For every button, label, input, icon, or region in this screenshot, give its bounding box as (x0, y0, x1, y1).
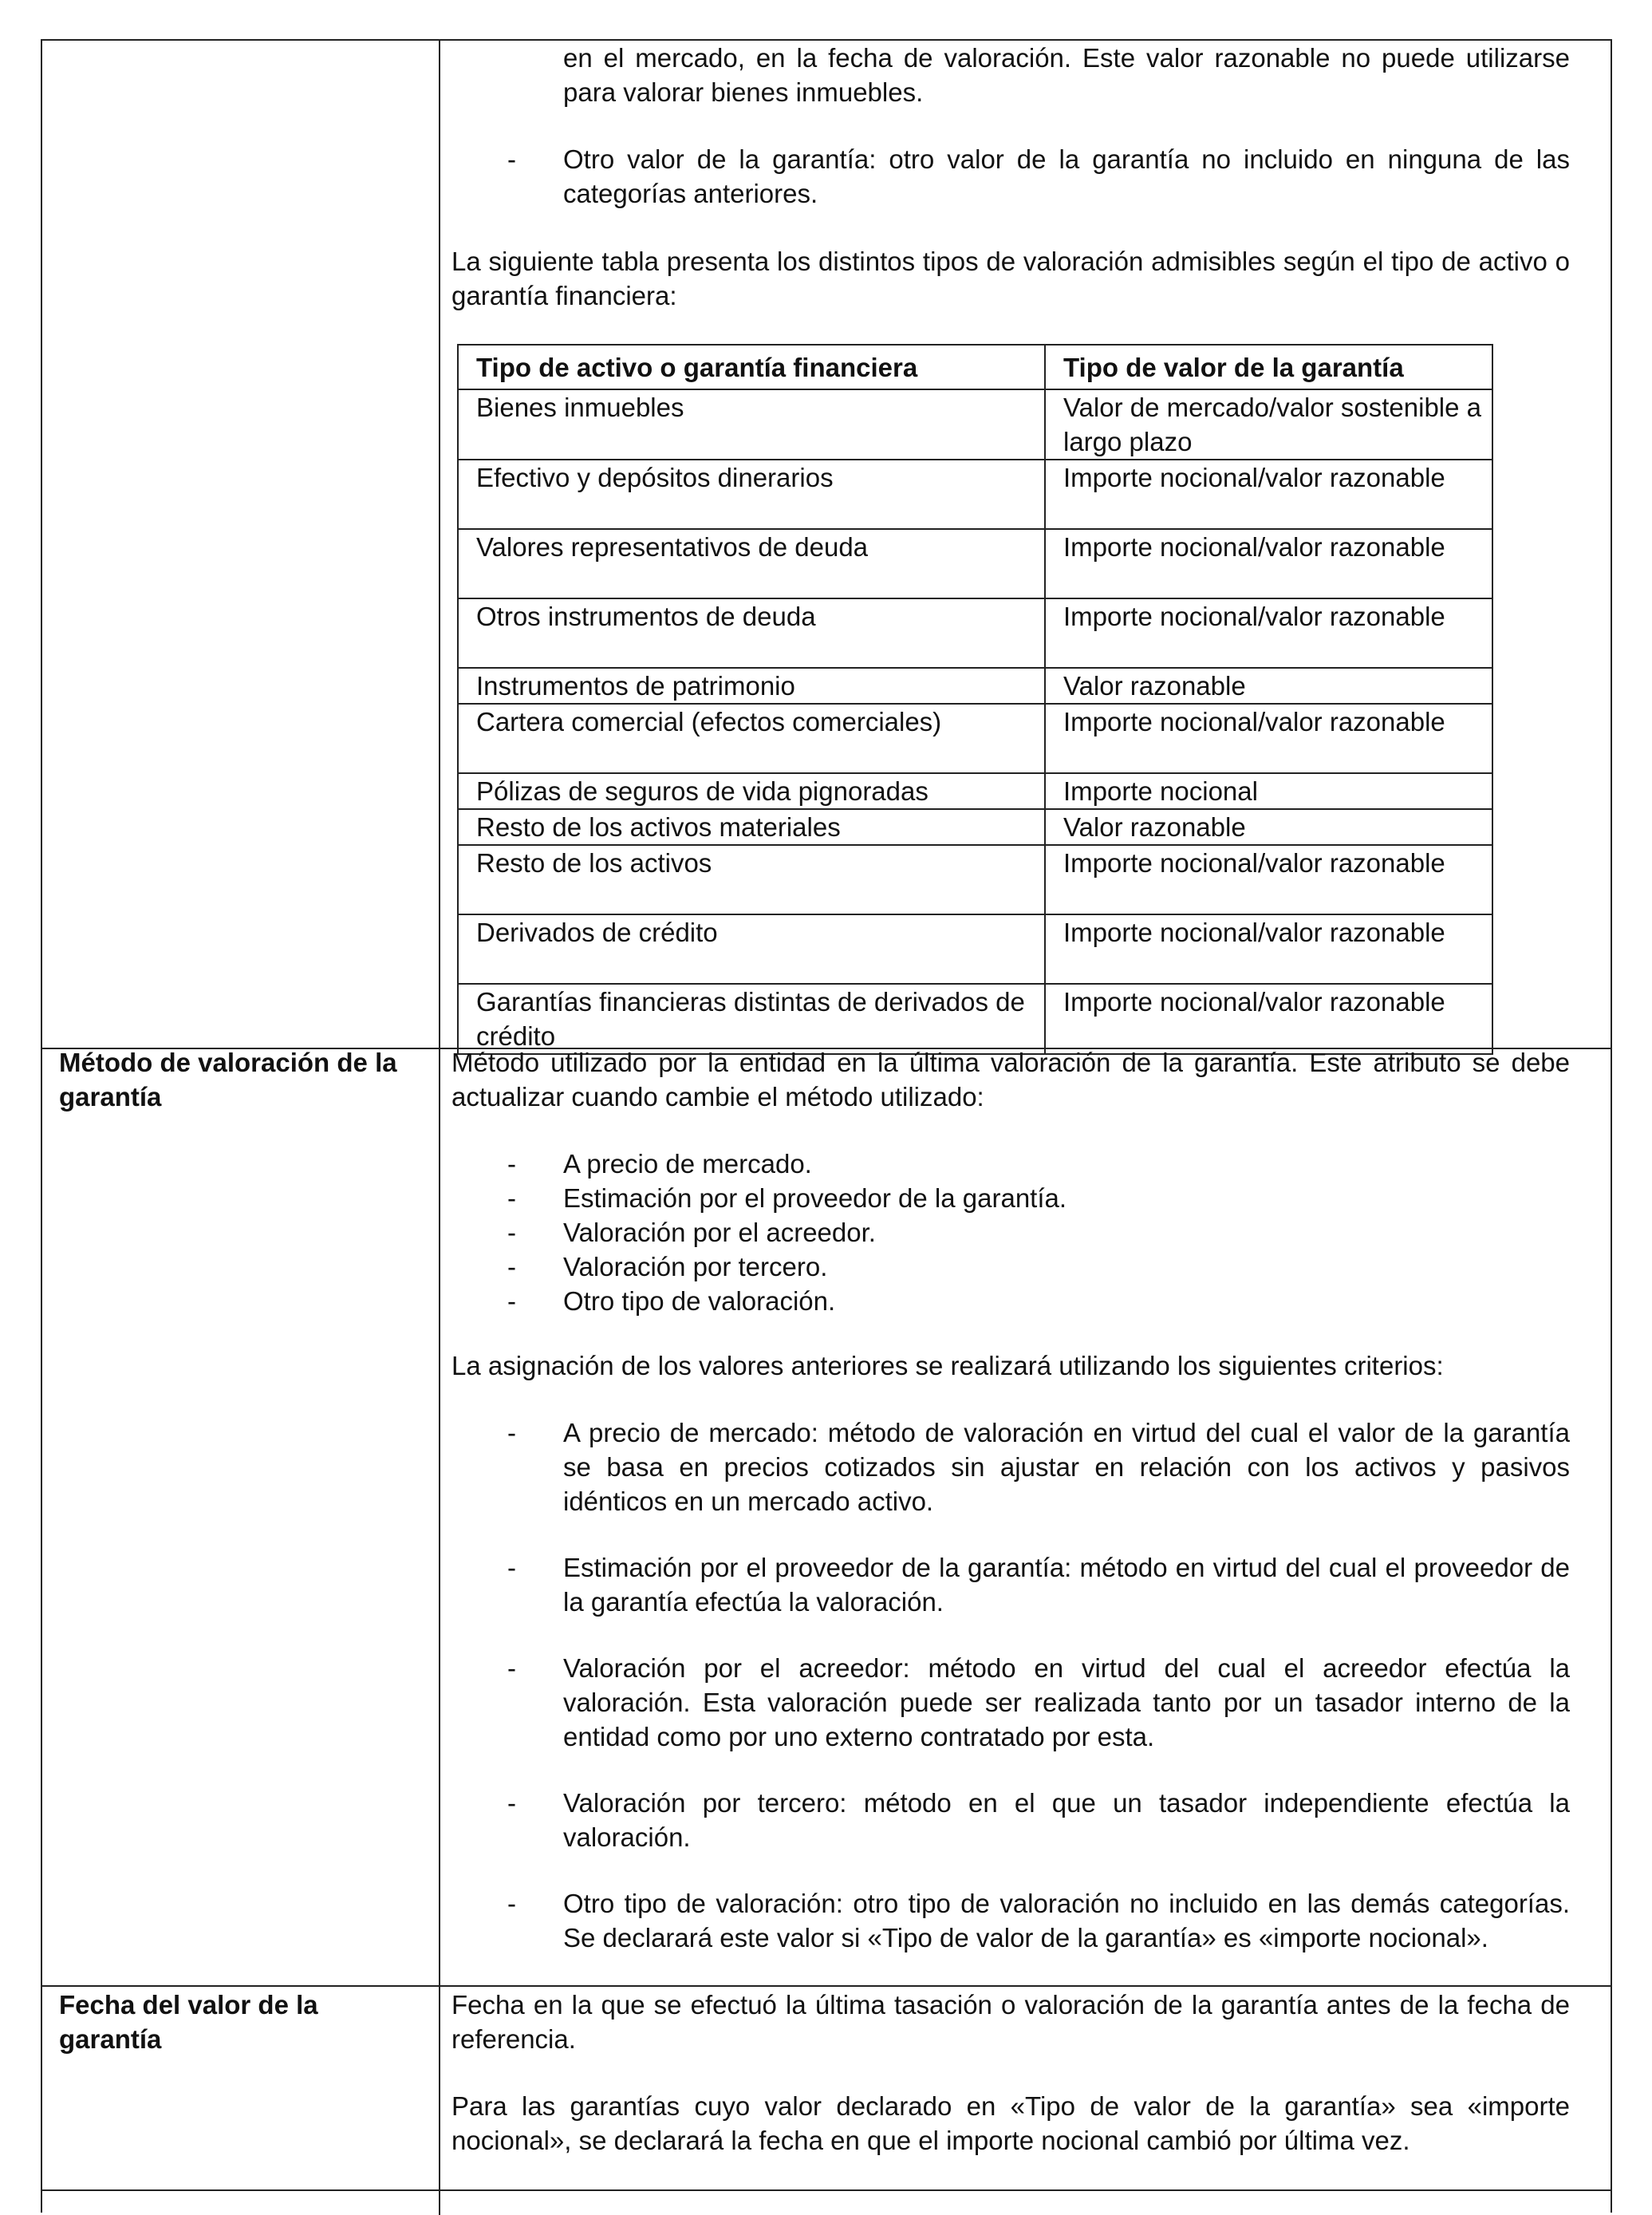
asset-cell: Instrumentos de patrimonio (458, 668, 1045, 704)
table-row (458, 704, 1492, 773)
fecha-paragraph-1: Fecha en la que se efectuó la última tasación o valoración de la garantía antes de la fecha de referencia. (451, 1990, 1570, 2054)
table-row (458, 809, 1492, 845)
other-value-bullet: Otro valor de la garantía: otro valor de la garantía no incluido en ninguna de las categorías anteriores. (563, 144, 1570, 208)
criteria-intro: La asignación de los valores anteriores se realizará utilizando los siguientes criterios: (451, 1351, 1444, 1380)
value-cell: Importe nocional/valor razonable (1045, 914, 1492, 984)
bullet-dash: - (507, 1286, 516, 1316)
asset-cell: Otros instrumentos de deuda (458, 598, 1045, 668)
asset-cell: Resto de los activos materiales (458, 809, 1045, 845)
option-label: Otro tipo de valoración. (563, 1286, 836, 1316)
criteria-item: A precio de mercado: método de valoración en virtud del cual el valor de la garantía se basa en precios cotizados sin ajustar en relación con los activos y pasivos idénticos en un mercado activo. (563, 1418, 1570, 1516)
asset-cell: Cartera comercial (efectos comerciales) (458, 704, 1045, 773)
table-row (458, 845, 1492, 914)
value-cell: Importe nocional/valor razonable (1045, 529, 1492, 598)
table-row (458, 668, 1492, 704)
valuation-types-table (457, 344, 1493, 1055)
value-cell: Valor razonable (1045, 668, 1492, 704)
fecha-label: Fecha del valor de la garantía (59, 1990, 318, 2054)
value-cell: Importe nocional/valor razonable (1045, 984, 1492, 1054)
bullet-dash: - (507, 1149, 516, 1179)
asset-cell: Derivados de crédito (458, 914, 1045, 984)
criteria-item: Valoración por el acreedor: método en virtud del cual el acreedor efectúa la valoración. Esta valoración puede ser realizada tanto por un tasador interno de la entidad como por uno externo contratado por esta. (563, 1653, 1570, 1751)
bullet-dash: - (507, 1553, 516, 1582)
metodo-intro: Método utilizado por la entidad en la última valoración de la garantía. Este atributo se debe actualizar cuando cambie el método utilizado: (451, 1048, 1570, 1111)
asset-cell: Resto de los activos (458, 845, 1045, 914)
option-label: A precio de mercado. (563, 1149, 812, 1179)
bullet-dash: - (507, 1653, 516, 1683)
table-row (458, 460, 1492, 529)
value-cell: Valor de mercado/valor sostenible a largo plazo (1045, 389, 1492, 460)
bullet-dash: - (507, 1183, 516, 1213)
asset-cell: Pólizas de seguros de vida pignoradas (458, 773, 1045, 809)
asset-cell: Garantías financieras distintas de derivados de crédito (458, 984, 1045, 1054)
table-row (458, 389, 1492, 460)
row-divider-fecha (41, 1985, 1612, 1987)
asset-cell: Efectivo y depósitos dinerarios (458, 460, 1045, 529)
bullet-dash: - (507, 1418, 516, 1447)
list-item (451, 1284, 1570, 1318)
option-label: Valoración por tercero. (563, 1252, 828, 1281)
option-label: Estimación por el proveedor de la garantía. (563, 1183, 1067, 1213)
value-cell: Importe nocional (1045, 773, 1492, 809)
table-intro: La siguiente tabla presenta los distintos tipos de valoración admisibles según el tipo de activo o garantía financiera: (451, 247, 1570, 310)
table-row (458, 914, 1492, 984)
value-cell: Importe nocional/valor razonable (1045, 704, 1492, 773)
metodo-label: Método de valoración de la garantía (59, 1048, 397, 1111)
value-cell: Importe nocional/valor razonable (1045, 598, 1492, 668)
bullet-dash: - (507, 1218, 516, 1247)
bullet-dash: - (507, 1252, 516, 1281)
column-separator (439, 39, 440, 2215)
bullet-dash: - (507, 144, 516, 174)
row-divider-bottom (41, 2189, 1612, 2191)
header-value-type: Tipo de valor de la garantía (1045, 345, 1492, 389)
list-item (451, 1215, 1570, 1250)
asset-cell: Bienes inmuebles (458, 389, 1045, 460)
fecha-paragraph-2: Para las garantías cuyo valor declarado en «Tipo de valor de la garantía» sea «importe nocional», se declarará la fecha en que el importe nocional cambió por última vez. (451, 2091, 1570, 2155)
header-asset-type: Tipo de activo o garantía financiera (458, 345, 1045, 389)
table-header-row (458, 345, 1492, 389)
table-row (458, 598, 1492, 668)
table-row (458, 773, 1492, 809)
value-cell: Valor razonable (1045, 809, 1492, 845)
criteria-item: Estimación por el proveedor de la garantía: método en virtud del cual el proveedor de la garantía efectúa la valoración. (563, 1553, 1570, 1617)
criteria-item: Valoración por tercero: método en el que un tasador independiente efectúa la valoración. (563, 1788, 1570, 1852)
asset-cell: Valores representativos de deuda (458, 529, 1045, 598)
bullet-dash: - (507, 1889, 516, 1918)
option-label: Valoración por el acreedor. (563, 1218, 876, 1247)
bullet-dash: - (507, 1788, 516, 1818)
list-item (451, 1147, 1570, 1181)
continued-paragraph: en el mercado, en la fecha de valoración. Este valor razonable no puede utilizarse para valorar bienes inmuebles. (563, 43, 1570, 107)
list-item (451, 1250, 1570, 1284)
table-row (458, 984, 1492, 1054)
value-cell: Importe nocional/valor razonable (1045, 460, 1492, 529)
table-row (458, 529, 1492, 598)
criteria-item: Otro tipo de valoración: otro tipo de valoración no incluido en las demás categorías. Se declarará este valor si «Tipo de valor de la garantía» es «importe nocional». (563, 1889, 1570, 1952)
list-item (451, 1181, 1570, 1215)
metodo-options-list (451, 1147, 1570, 1318)
value-cell: Importe nocional/valor razonable (1045, 845, 1492, 914)
